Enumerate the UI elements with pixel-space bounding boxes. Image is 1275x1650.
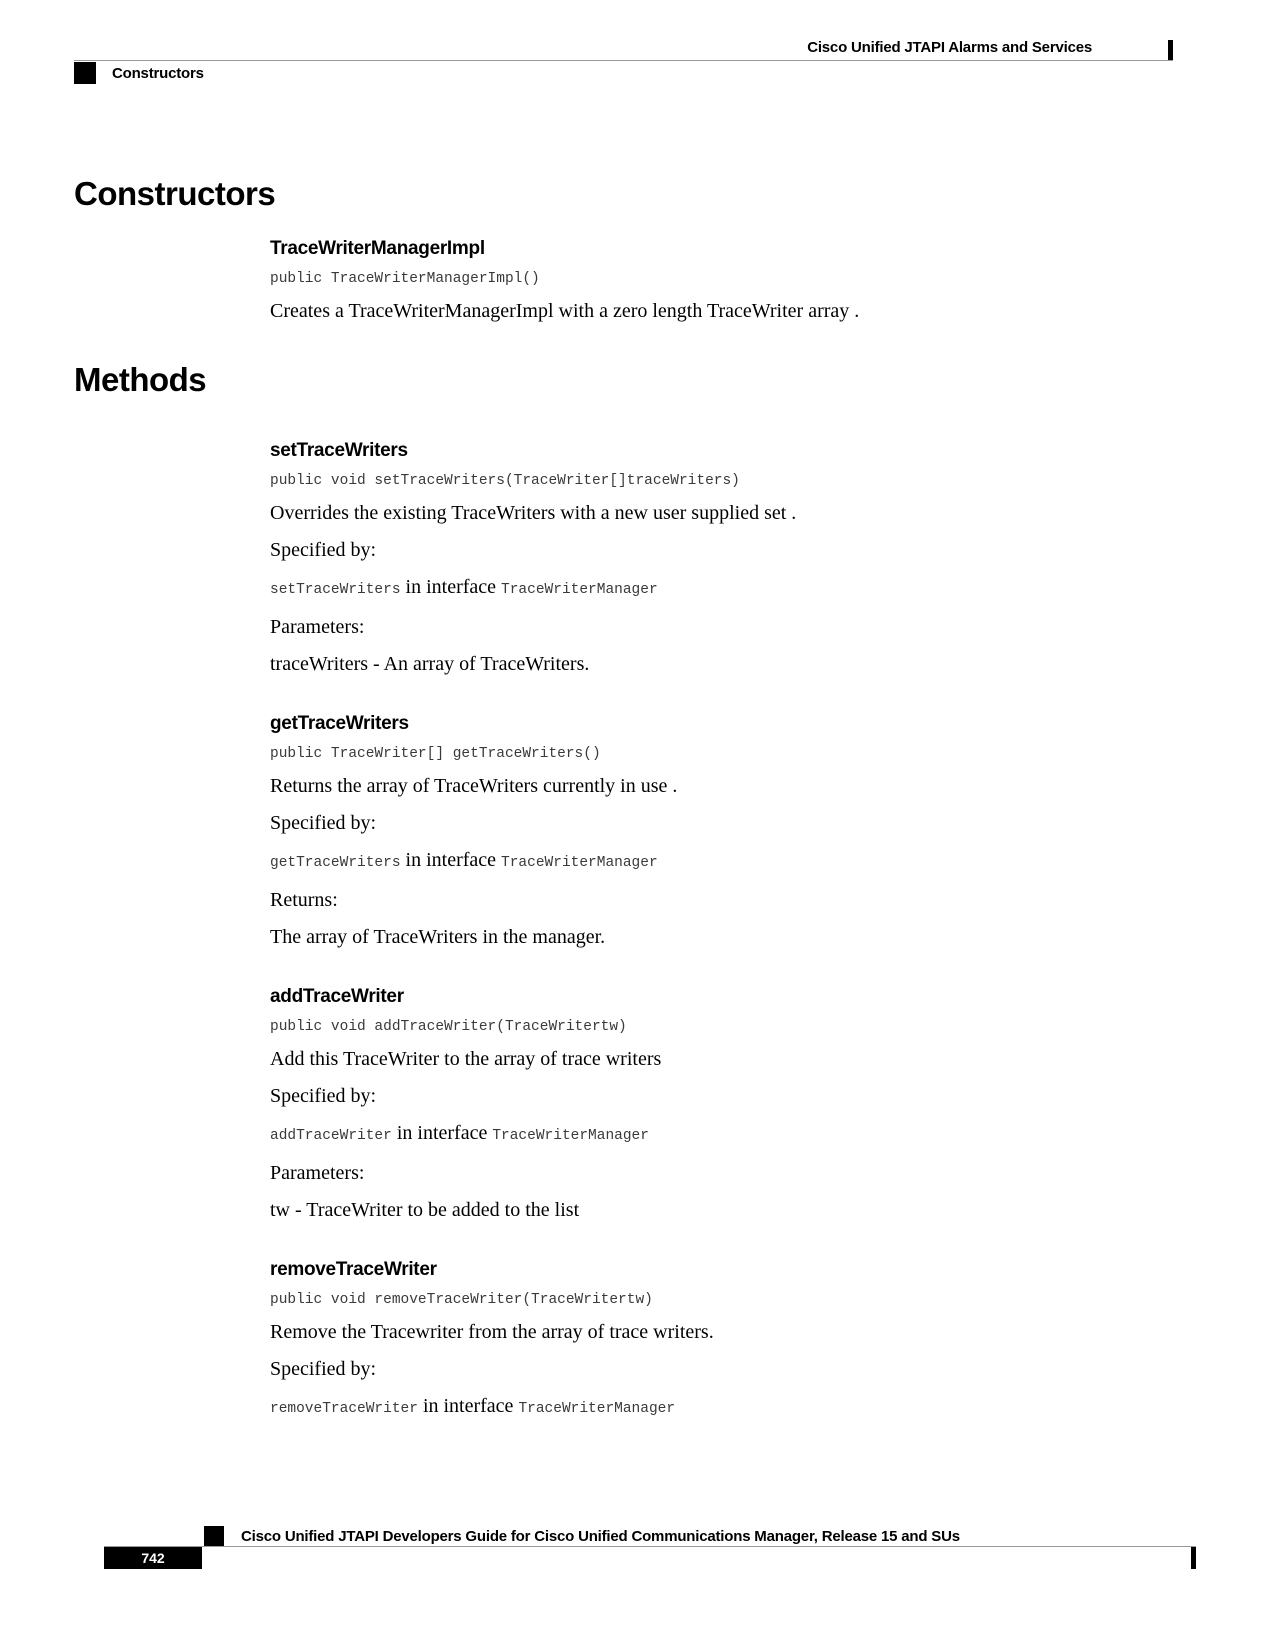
- specified-by-line: [270, 574, 1174, 603]
- method-description: Returns the array of TraceWriters currently in use .: [270, 775, 678, 797]
- specified-by-label: Specified by:: [270, 1085, 377, 1107]
- header-marker-bar: [1168, 40, 1173, 60]
- methods-heading: Methods: [74, 361, 207, 398]
- specified-method: getTraceWriters: [270, 855, 401, 871]
- method-entry: [270, 438, 1174, 677]
- returns-label: Returns:: [270, 889, 338, 911]
- footer-rule: [104, 1546, 1196, 1547]
- parameters-label: Parameters:: [270, 1162, 365, 1184]
- constructor-description: Creates a TraceWriterManagerImpl with a zero length TraceWriter array .: [270, 300, 860, 322]
- method-name: removeTraceWriter: [270, 1259, 437, 1280]
- page-content: [74, 172, 1174, 1422]
- running-footer-title: Cisco Unified JTAPI Developers Guide for Cisco Unified Communications Manager, Release 15 and SUs: [241, 1528, 960, 1545]
- page-number: 742: [104, 1547, 202, 1569]
- method-description: Add this TraceWriter to the array of trace writers: [270, 1048, 662, 1070]
- header-section-marker: [74, 62, 96, 84]
- specified-by-line: [270, 1120, 1174, 1149]
- specified-method: removeTraceWriter: [270, 1401, 418, 1417]
- method-name: setTraceWriters: [270, 440, 408, 461]
- parameters-label: Parameters:: [270, 616, 365, 638]
- specified-interface: TraceWriterManager: [492, 1128, 649, 1144]
- specified-interface: TraceWriterManager: [518, 1401, 676, 1417]
- constructors-heading: Constructors: [74, 175, 276, 212]
- specified-in-text: in interface: [400, 849, 502, 871]
- specified-in-text: in interface: [417, 1395, 519, 1417]
- footer-marker-bar: [1191, 1547, 1196, 1569]
- specified-by-line: [270, 1393, 1174, 1422]
- method-name: getTraceWriters: [270, 713, 409, 734]
- method-signature: public void removeTraceWriter(TraceWritertw): [270, 1292, 653, 1308]
- method-signature: public void setTraceWriters(TraceWriter[]traceWriters): [270, 473, 740, 489]
- method-signature: public TraceWriter[] getTraceWriters(): [270, 746, 601, 762]
- specified-method: setTraceWriters: [270, 582, 401, 598]
- method-entry: [270, 711, 1174, 950]
- specified-by-label: Specified by:: [270, 812, 377, 834]
- constructor-entry: [270, 236, 1174, 324]
- specified-by-label: Specified by:: [270, 1358, 377, 1380]
- specified-interface: TraceWriterManager: [501, 855, 658, 871]
- specified-in-text: in interface: [400, 576, 502, 598]
- specified-by-label: Specified by:: [270, 539, 377, 561]
- footer-marker: [204, 1526, 224, 1546]
- specified-method: addTraceWriter: [270, 1128, 392, 1144]
- method-name: addTraceWriter: [270, 986, 404, 1007]
- parameter-description: tw - TraceWriter to be added to the list: [270, 1199, 580, 1221]
- constructor-signature: public TraceWriterManagerImpl(): [270, 271, 540, 287]
- specified-in-text: in interface: [391, 1122, 493, 1144]
- specified-interface: TraceWriterManager: [501, 582, 658, 598]
- returns-description: The array of TraceWriters in the manager.: [270, 926, 606, 948]
- method-description: Overrides the existing TraceWriters with a new user supplied set .: [270, 502, 797, 524]
- specified-by-line: [270, 847, 1174, 876]
- constructor-name: TraceWriterManagerImpl: [270, 238, 485, 259]
- running-header-title: Cisco Unified JTAPI Alarms and Services: [807, 39, 1092, 56]
- method-entry: [270, 1257, 1174, 1422]
- method-entry: [270, 984, 1174, 1223]
- header-rule: [74, 60, 1173, 61]
- parameter-description: traceWriters - An array of TraceWriters.: [270, 653, 590, 675]
- method-description: Remove the Tracewriter from the array of trace writers.: [270, 1321, 714, 1343]
- method-signature: public void addTraceWriter(TraceWritertw): [270, 1019, 627, 1035]
- running-header-section: Constructors: [112, 65, 204, 82]
